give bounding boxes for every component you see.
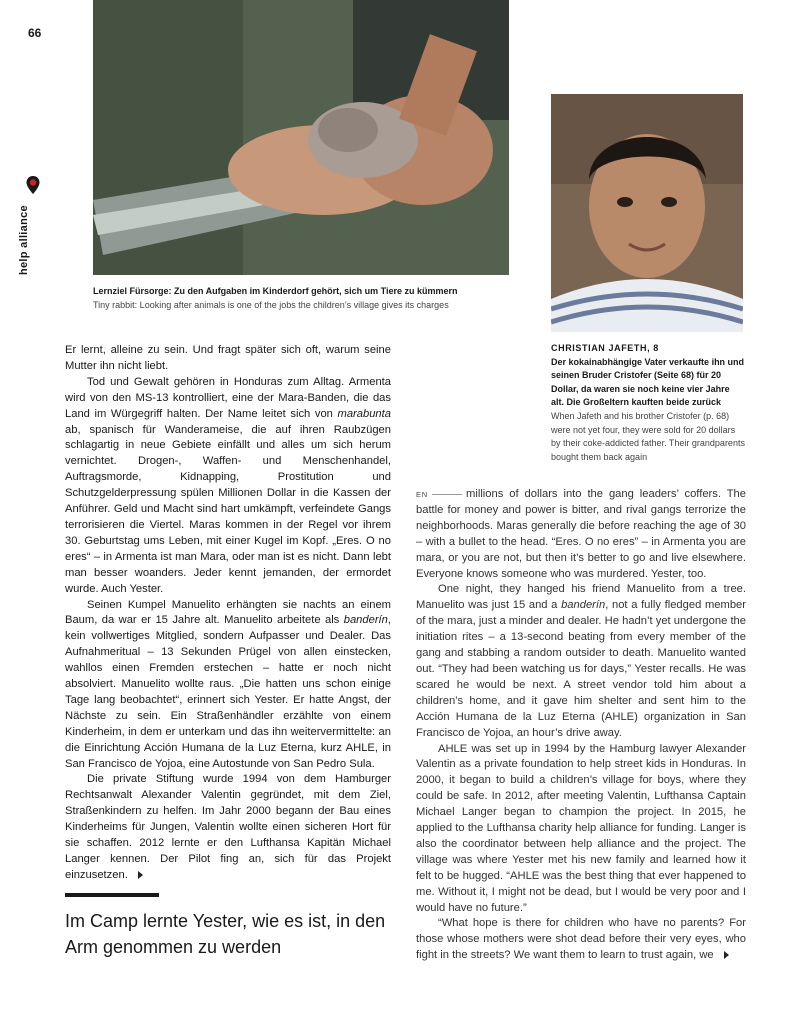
german-article-column [65, 343, 391, 884]
caption-german: Lernziel Fürsorge: Zu den Aufgaben im Kinderdorf gehört, sich um Tiere zu kümmern [93, 286, 458, 296]
portrait-name: CHRISTIAN JAFETH, 8 [551, 343, 659, 353]
photo-caption [93, 284, 513, 312]
portrait-caption [551, 342, 745, 464]
english-article-column [416, 487, 746, 964]
tag-rule [432, 494, 462, 495]
german-paragraph: Er lernt, alleine zu sein. Und fragt später sich oft, warum seine Mutter ihn nicht liebt. [65, 344, 391, 372]
page-number: 66 [28, 26, 42, 40]
pull-quote: Im Camp lernte Yester, wie es ist, in den Arm genommen zu werden [65, 911, 386, 957]
location-pin-icon [25, 175, 41, 195]
continue-arrow-icon [724, 951, 729, 959]
continue-arrow-icon [138, 871, 143, 879]
portrait-caption-german: Der kokainabhängige Vater verkaufte ihn und seinen Bruder Cristofer (Seite 68) für 20 Dollar, da waren sie noch keine vier Jahre alt. Die Großeltern kauften beide zurück [551, 356, 745, 408]
boy-portrait-art [551, 94, 743, 332]
portrait-caption-english: When Jafeth and his brother Cristofer (p. 68) were not yet four, they were sold for 20 dollars by their coke-addicted father. Their grandparents bought them back again [551, 410, 745, 462]
rabbit-photo-art [93, 0, 509, 275]
boy-portrait-photo [551, 94, 743, 332]
german-paragraph: Die private Stiftung wurde 1994 von dem Hamburger Rechtsanwalt Alexander Valentin gegründet, mit dem Ziel, Straßenkindern zu helfen. Im Jahr 2000 begann der Bau eines Kinderheims für Jungen, Valentin wollte einen sicheren Hort für sie schaffen. 2012 lernte er den Lufthansa Kapitän Michael Langer kennen. Der Pilot fing an, sich für das Projekt einzusetzen. [65, 773, 391, 881]
english-paragraph: AHLE was set up in 1994 by the Hamburg lawyer Alexander Valentin as a private foundation to help street kids in Honduras. In 2000, it began to build a children’s village for boys, where they could be safe. In 2012, after meeting Valentin, Lufthansa Captain Michael Langer began to champion the project. In 2015, he applied to the Lufthansa charity help alliance for funding. Langer is also the coordinator between help alliance and the project. The village was where Yester met his new family and learned how it felt to be hugged. “AHLE was the best thing that ever happened to me. Without it, I might not be dead, but I would be very poor and I would have no future.” [416, 742, 746, 914]
english-paragraph: One night, they hanged his friend Manuelito from a tree. Manuelito was just 15 and a banderín, not a fully fledged member of the mara, just a minder and dealer. He hadn’t yet undergone the initiation rites – a 13-second beating from every member of the gang and stabbing a random outsider to death. Manuelito wanted out. “They had been watching us for days,” Yester recalls. He was scared he would be next. A street vendor told him about a children’s home, and it gave him shelter and sent him to the Acción Humana de la Luz Eterna (AHLE) organization in San Francisco de Yojoa, an hour’s drive away. [416, 583, 746, 739]
brand-label: help alliance [18, 205, 30, 275]
german-paragraph: Tod und Gewalt gehören in Honduras zum Alltag. Armenta wird von den MS-13 kontrolliert, eine der Mara-Banden, die das Land im Würgegriff halten. Der Name leitet sich von marabunta ab, spanisch für Wanderameise, die auf ihren Raubzügen schlagartig in neue Gebiete einfällt und alles um sich herum vernichtet. Drogen-, Waffen- und Menschenhandel, Auftragsmorde, Kidnapping, Prostitution und Schutzgelderpressung spülen Millionen Dollar in die Kassen der Anführer. Geld und Macht sind hart umkämpft, verfeindete Gangs terrorisieren die Viertel. Maras kommen in der Regel vor ihrem 30. Geburtstag ums Leben, mit einer Kugel im Kopf. „Eres. O no eres“ – in Armenta ist man Mara, oder man ist es nicht. Dann lebt man besser woanders. Jeder kennt jemanden, der ermordet wurde. Auch Yester. [65, 375, 391, 595]
pull-quote-rule [65, 893, 159, 897]
rabbit-photo [93, 0, 509, 275]
language-tag: EN [416, 490, 429, 499]
english-paragraph: EN millions of dollars into the gang leaders’ coffers. The battle for money and power is bitter, and rival gangs terrorize the neighborhoods. Maras generally die before reaching the age of 30 – with a bullet to the head. “Eres. O no eres” – in Armenta you are mara, or you are not, but then it’s better to go and live elsewhere. Everyone knows someone who was murdered. Yester, too. [416, 488, 746, 580]
english-paragraph: “What hope is there for children who have no parents? For those whose mothers were shot dead before their very eyes, who fight in the streets? We want them to learn to trust again, we [416, 917, 746, 962]
german-paragraph: Seinen Kumpel Manuelito erhängten sie nachts an einem Baum, da war er 15 Jahre alt. Manuelito arbeitete als banderín, kein vollwertiges Mitglied, sondern Aufpasser und Dealer. Das Aufnahmeritual – 13 Sekunden Prügel von allen einstecken, wahllos einen Fremden erstechen – hatte er noch nicht absolviert. Manuelito wollte raus. „Die hatten uns schon einige Tage lang beobachtet“, erinnert sich Yester. Er hatte Angst, der Nächste zu sein. Ein Straßenhändler erzählte von einem Kinderheim, in dem er unterkam und das ihn weitervermittelte: an die Einrichtung Acción Humana de la Luz Eterna, kurz AHLE, in San Francisco de Yojoa, eine Autostunde von San Pedro Sula. [65, 598, 391, 770]
caption-english: Tiny rabbit: Looking after animals is one of the jobs the children’s village gives its charges [93, 300, 449, 310]
